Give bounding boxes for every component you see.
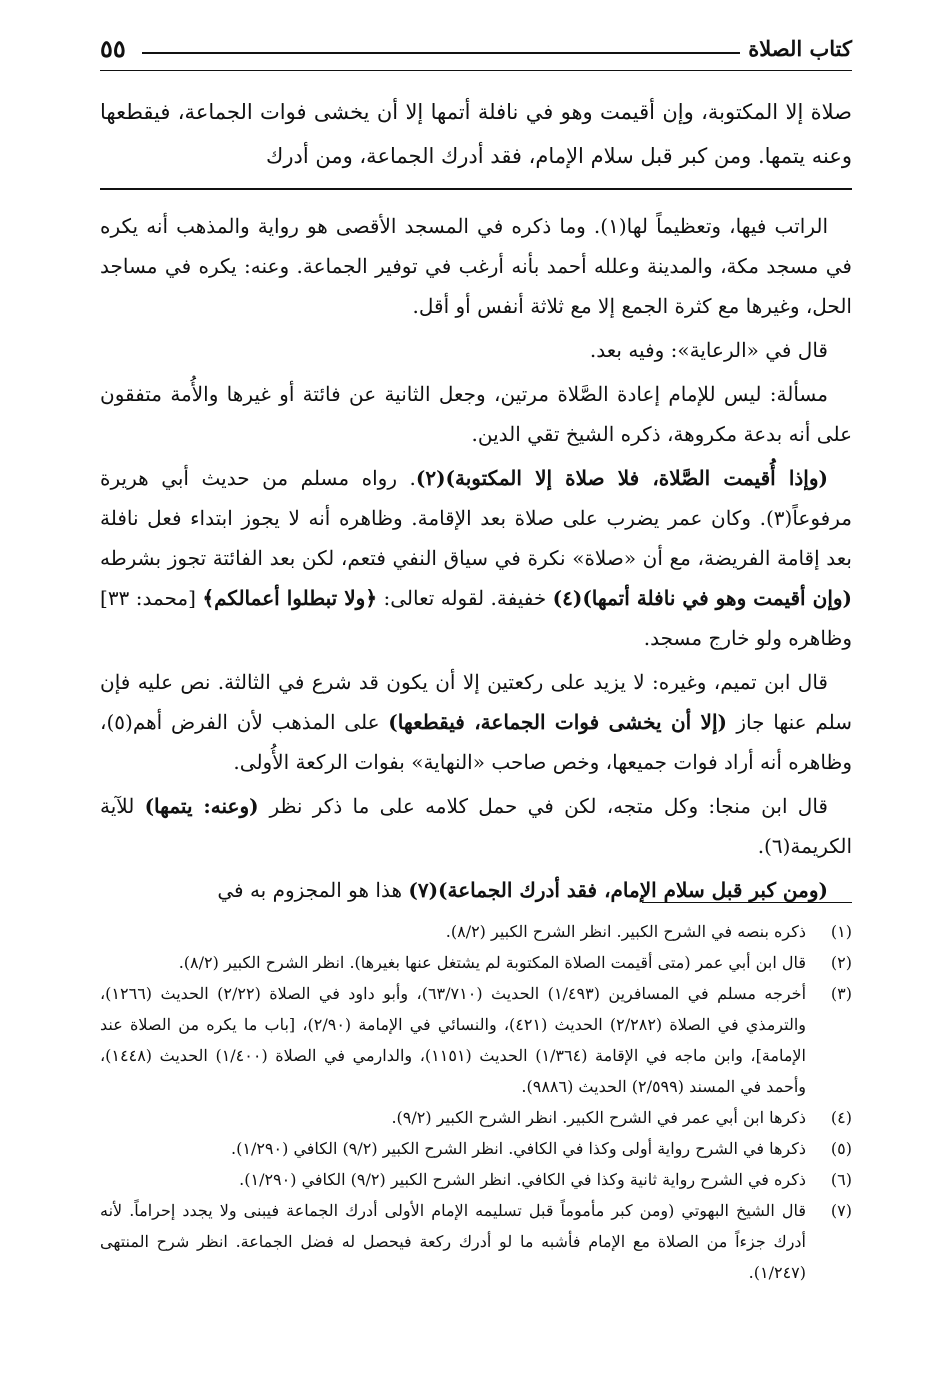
footnote-text: قال ابن أبي عمر (متى أقيمت الصلاة المكتوبة لم يشتغل عنها بغيرها). انظر الشرح الكبير (٨/٢).	[178, 953, 806, 972]
footnote	[100, 1164, 852, 1195]
quran-verse: ﴿ولا تبطلوا أعمالكم﴾	[202, 586, 378, 610]
footnote-number: (٢)	[830, 953, 852, 972]
commentary	[100, 206, 852, 914]
paragraph: (وإذا أُقيمت الصَّلاة، فلا صلاة إلا المكتوبة)(٢). رواه مسلم من حديث أبي هريرة مرفوعاً(٣). وكان عمر يضرب على صلاة بعد الإقامة. وظاهره أنه لا يجوز ابتداء فعل نافلة بعد إقامة الفريضة، مع أن «صلاة» نكرة في سياق النفي فتعم، لكن بعد الفائتة تجوز بشرطه (وإن أقيمت وهو في نافلة أتمها)(٤) خفيفة. لقوله تعالى: ﴿ولا تبطلوا أعمالكم﴾ [محمد: ٣٣] وظاهره ولو خارج مسجد.	[100, 466, 853, 650]
paragraph: قال ابن منجا: وكل متجه، لكن في حمل كلامه على ما ذكر نظر (وعنه: يتمها) للآية الكريمة(٦).	[100, 794, 852, 858]
footnote-number: (٥)	[830, 1139, 852, 1158]
footnote-text: ذكره بنصه في الشرح الكبير. انظر الشرح الكبير (٨/٢).	[445, 922, 806, 941]
quoted-matn: (ومن كبر قبل سلام الإمام، فقد أدرك الجماعة)(٧)	[408, 878, 828, 902]
footnote	[100, 947, 852, 978]
footnote	[100, 1102, 852, 1133]
paragraph: (ومن كبر قبل سلام الإمام، فقد أدرك الجماعة)(٧) هذا هو المجزوم به في	[217, 878, 828, 902]
footnote-text: ذكره في الشرح رواية ثانية وكذا في الكافي. انظر الشرح الكبير (٩/٢) الكافي (١/٢٩٠).	[239, 1170, 806, 1189]
footnote-number: (٤)	[830, 1108, 852, 1127]
footnote-text: أخرجه مسلم في المسافرين (١/٤٩٣) الحديث (٦٣/٧١٠)، وأبو داود في الصلاة (٢/٢٢) الحديث (١٢٦٦)، والترمذي في الصلاة (٢/٢٨٢) الحديث (٤٢١)، والنسائي في الإمامة (٢/٩٠)، [باب ما يكره من الصلاة عند الإمامة]، وابن ماجه في الإقامة (١/٣٦٤) الحديث (١١٥١)، والدارمي في الصلاة (١/٤٠٠) الحديث (١٤٤٨)، وأحمد في المسند (٢/٥٩٩) الحديث (٩٨٨٦).	[100, 984, 807, 1096]
footnote-number: (٦)	[830, 1170, 852, 1189]
paragraph: الراتب فيها، وتعظيماً لها(١). وما ذكره في المسجد الأقصى هو رواية والمذهب أنه يكره في مسجد مكة، والمدينة وعلله أحمد بأنه أرغب في توفير الجماعة. وعنه: يكره في مساجد الحل، وغيرها مع كثرة الجمع إلا مع ثلاثة أنفس أو أقل.	[100, 214, 852, 318]
footnote	[100, 1133, 852, 1164]
quoted-matn: (وإذا أُقيمت الصَّلاة، فلا صلاة إلا المكتوبة)(٢)	[415, 466, 828, 490]
running-header	[100, 34, 852, 74]
footnotes	[100, 916, 852, 1288]
paragraph: مسألة: ليس للإمام إعادة الصَّلاة مرتين، وجعل الثانية عن فائتة أو غيرها والأُمة متفقون على أنه بدعة مكروهة، ذكره الشيخ تقي الدين.	[100, 382, 852, 446]
matn-text: صلاة إلا المكتوبة، وإن أقيمت وهو في نافلة أتمها إلا أن يخشى فوات الجماعة، فيقطعها وعنه يتمها. ومن كبر قبل سلام الإمام، فقد أدرك الجماعة، ومن أدرك	[100, 100, 852, 168]
paragraph: قال في «الرعاية»: وفيه بعد.	[589, 338, 828, 362]
footnote-rule	[642, 902, 852, 903]
footnote-number: (٣)	[830, 984, 852, 1003]
footnote-text: ذكرها في الشرح رواية أولى وكذا في الكافي. انظر الشرح الكبير (٩/٢) الكافي (١/٢٩٠).	[231, 1139, 806, 1158]
footnote-text: قال الشيخ البهوتي (ومن كبر مأموماً قبل تسليمه الإمام الأولى أدرك الجماعة فيبنى ولا يجدد إحراماً. لأنه أدرك جزءاً من الصلاة مع الإمام فأشبه ما لو أدرك ركعة فيحصل له فضل الجماعة. انظر شرح المنتهى (١/٢٤٧).	[100, 1201, 806, 1282]
footnote	[100, 916, 852, 947]
footnote-number: (١)	[830, 922, 852, 941]
matn-divider	[100, 188, 852, 190]
footnote	[100, 978, 852, 1102]
paragraph: قال ابن تميم، وغيره: لا يزيد على ركعتين إلا أن يكون قد شرع في الثالثة. نص عليه فإن سلم عنها جاز (إلا أن يخشى فوات الجماعة، فيقطعها) على المذهب لأن الفرض أهم(٥)، وظاهره أنه أراد فوات جميعها، وخص صاحب «النهاية» بفوات الركعة الأُولى.	[100, 670, 853, 774]
footnote	[100, 1195, 852, 1288]
footnote-number: (٧)	[830, 1201, 852, 1220]
footnote-text: ذكرها ابن أبي عمر في الشرح الكبير. انظر الشرح الكبير (٩/٢).	[391, 1108, 806, 1127]
header-rule	[142, 52, 740, 54]
header-underline	[100, 70, 852, 71]
page-number: ٥٥	[100, 34, 126, 63]
quoted-matn: (إلا أن يخشى فوات الجماعة، فيقطعها)	[388, 710, 737, 734]
quoted-matn: (وإن أقيمت وهو في نافلة أتمها)(٤)	[552, 586, 853, 610]
book-title: كتاب الصلاة	[748, 36, 852, 61]
quoted-matn: (وعنه: يتمها)	[144, 794, 270, 818]
